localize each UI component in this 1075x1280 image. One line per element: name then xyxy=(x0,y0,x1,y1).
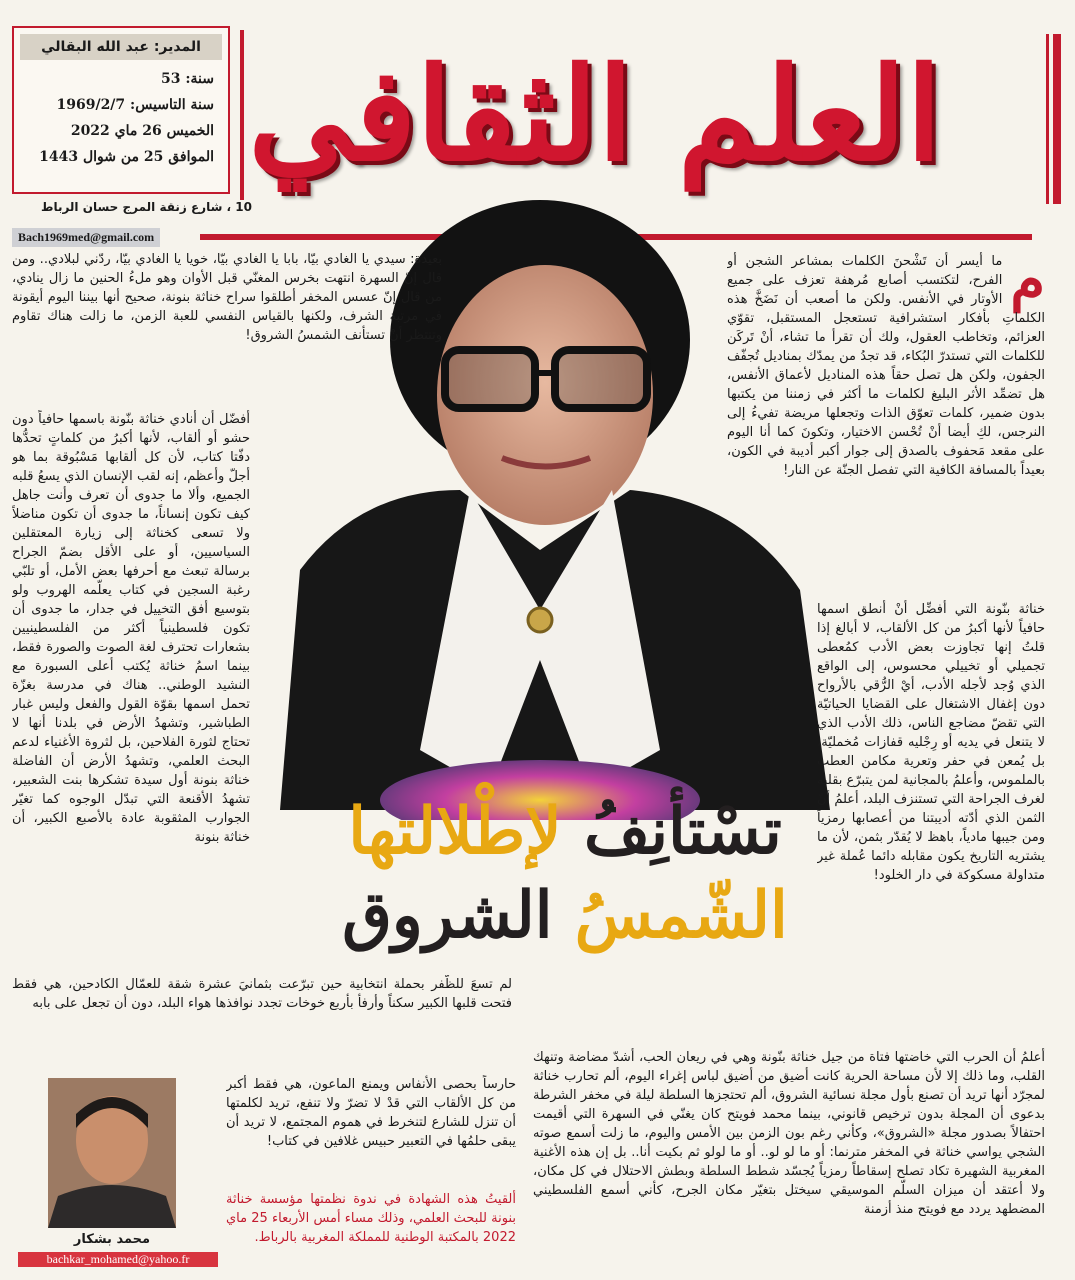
author-avatar-illustration xyxy=(48,1078,176,1228)
article-paragraph: أفضّل أن أنادي خناثة بنّونة باسمها حافياً دون حشو أو ألقاب، لأنها أكبرُ من كلماتٍ تحدُّها دفّتا كتاب، لأن كل ألقابها مَسْبُوقة بما هو أجلّ وأعظم، إنه لقب الإنسان الذي يسعُ قلبه الجميع، وألا ما جدوى أن تعرف وأنت جاهل كيف تكون إنساناً، ما جدوى أن تكون مناضلاً ولا تسعى كخناثة إلى زيارة المعتقلين السياسيين، أو على الأقل بضمّ الجراح برسالة تبعث مع أحرفها بعض الأمل، أو تلبّي رغبة السجين في كتاب يعلّمه الهروب ولو بتوسيع أفق التخييل في جدار، ما جدوى أن تكون فلسطينياً أكثر من الفلسطينيين بشعارات تحترف لغة الصوت والصورة فقط، بينما اسمُ خناثة يُكتب أعلى السبورة مع النشيد الوطني.. هناك في مدرسة بغزّة تحمل اسمها بقوّة القول والفعل وليس غبار الطباشير، وتشهدُ الأرض في بلدنا أنها لا تحتاج لثورة الفلاحين، بل لثروة الأغنياء لدعم البحث العلمي، وتشهدُ الأرض أن الفاضلة خناثة بنونة أول سيدة تشكرها بنت الشعبير، تشهدُ الأقنعة التي تبدّل الوجوه كما تغيّر الجوارب المثقوبة عادة بالأصبع الكبير، أن خناثة بنونة xyxy=(12,412,250,845)
author-avatar xyxy=(48,1078,176,1228)
article-headline xyxy=(320,790,810,990)
masthead-accent-bar-thin xyxy=(1046,34,1049,204)
event-caption: ألقيتُ هذه الشهادة في ندوة نظمتها مؤسسة خناثة بنونة للبحث العلمي، وذلك مساء أمس الأربعاء 25 ماي 2022 بالمكتبة الوطنية للمملكة المغربية بالرباط. xyxy=(226,1192,516,1245)
headline-line-1 xyxy=(320,790,810,874)
hijri-date: الموافق 25 من شوال 1443 xyxy=(39,149,214,165)
article-paragraph: أعلمُ أن الحرب التي خاضتها فتاة من جيل خناثة بنّونة وهي في ريعان الحب، أشدّ مضاضة وتنهك القلب، وما ذلك إلا لأن مساحة الحرية كانت أضيق من أضيق لباس إغراء اليوم، ألم تحارب خناثة لمجرّد أنها تريد أن تصنع بأول مجلة نسائية الشروق، ألم تحتجزها السلطة ليلة في مخفر الشرطة بدعوى أن المجلة بدون ترخيص قانوني، بينما محمد فويتح كان يغنّي في السهرة التي أقيمت احتفالاً بصدور مجلة «الشروق»، وكأني رغم بون الزمن بين الأمس واليوم، ما زلت أسمع صوته الشجي يواسي خناثة في المخفر مترنما: أو ما لو لو.. أو ما لولو ثم بكيت أنا.. بل إن هذه الأغنية المغربية الشهيرة تكاد تصلح إسقاطاً رمزياً يُجسّد شطط السلطة وبطش الاحتلال في كل مكان، ولا أعتقد أن ميزان السلّم الموسيقي سيختل بتغيّر مكان الجرح، كأني أسمع الفلسطيني المضطهد يردد مع فويتح منذ أزمنة xyxy=(533,1050,1045,1217)
author-email[interactable]: bachkar_mohamed@yahoo.fr xyxy=(18,1252,218,1267)
headline-word: الشروق xyxy=(342,878,553,953)
contact-email: Bach1969med@gmail.com xyxy=(12,228,160,247)
issue-year: سنة: 53 xyxy=(161,71,214,87)
director-line: المدير: عبد الله البقالي xyxy=(20,34,222,60)
headline-line-2 xyxy=(320,874,810,958)
article-column-left-top xyxy=(12,250,442,400)
article-paragraph: بعيدة: سيدي يا الغادي بيّا، بابا يا الغادي بيّا، خويا يا الغادي بيّا، ردّني لبلادي.. ومن قال إنّ السهرة انتهت بخرس المغنّي قبل الأوان وهو ملءُ الحنين ما زال ينادي، من قال إنّ عسس المخفر أطلقوا سراح خناثة بنونة، صحيح أنها بيننا اليوم أيقونة في مرتبة الشرف، ولكنها بالقياس النفسي للعبة الزمن، ما زالت هناك تقاوم وتنتظر أنْ تستأنف الشمسُ الشروق! xyxy=(12,252,442,343)
article-column-right-middle xyxy=(817,600,1045,1040)
article-paragraph: حارساً بحصى الأنفاس ويمنع الماعون، هي فقط أكبر من كل الألقاب التي قدْ لا تضرّ ولا تنفع، تريد لكلمتها أن تنزل للشارع لتنخرط في هموم المجتمع، لا تريد أن يبقى حلمُها في التعبير حبيس غلافين في كتاب! xyxy=(226,1077,516,1149)
issue-date: الخميس 26 ماي 2022 xyxy=(70,123,214,139)
newspaper-title: العلم الثقافي xyxy=(248,40,942,190)
address-line: 10 ، شارع زنقة المرج حسان الرباط xyxy=(40,200,252,214)
headline-word: تسْتأنِفُ xyxy=(583,794,782,869)
headline-word: لإطْلالتها xyxy=(348,794,562,869)
article-paragraph: لم تسعَ للظّفر بحملة انتخابية حين تبرّعت بثمانيَ عشرة شقة للعمّال الكادحين، هي فقط فتحت قلبها الكبير سكناً وأرفأ بأربع خوخات تجدد نوافذها هواء البلد، دون أن تجعل على بابه xyxy=(12,977,512,1011)
article-column-bottom-right xyxy=(533,1048,1045,1272)
issue-info-box xyxy=(12,26,230,194)
article-paragraph: ما أيسر أن تَشْحنَ الكلمات بمشاعر الشجن أو الفرح، لتكتسب أصابع مُرهفة تعزف على جميع الأوتار في الأنفس. ولكن ما أصعب أن نَضَخَّ هذه الكلماتِ بأفكار استشرافية تستعجل المستقبل، تقوّي العزائم، وتخاطب العقول، ولك أن تقرأ ما تشاء، أنْ تَركَن للكلمات التي تستدرّ البُكاء، قد تجدُ من يمدّك بمناديل تُجفّف الجفون، ولكن هل تصل حقاً هذه المناديل لأعماق الأنفس، هل تضمِّد الأثر البليغ لكلمات ما أكثر في زمننا من يكتبها بدون ضمير، كلمات تعوّق الذات وتجعلها مريضة تفيءُ إلى النرجس، لكِ أيضا أنْ تُحْسن الاختيار، وتكونَ كما أنا اليوم على مقعد مَحفوف بالصدق إلى جوار أكبر أديبة في الكون، بعيداً بالمسافة الكافية التي تفصل الجنّة عن النار! xyxy=(727,254,1045,478)
headline-word: الشّمسُ xyxy=(574,878,788,953)
founded-date: سنة التاسيس: 1969/2/7 xyxy=(56,97,214,113)
masthead-accent-bar xyxy=(1053,34,1061,204)
drop-cap: م xyxy=(1010,252,1045,313)
article-column-left-middle xyxy=(12,410,250,970)
article-paragraph: خناثة بنّونة التي أفضِّل أنْ أنطق اسمها حافياً لأنها أكبرُ من كل الألقاب، لا أبالغ إذا قلتُ إنها تجاوزت بعض الأدب كمُعطى تجميلي أو تخييلي محسوس، إلى الواقع الذي وُجد لأجله الأدب، أيْ الرُّقي بالأرواح دون إغفال الاشتغال على القضايا الحياتيّة التي تقضّ مضاجع الناس، ذلك الأدب الذي لا يتنعل في يديه أو رِجْليه قفازات مُخمليّة، بل يُمعن في حفر وتعرية مكامن العطب بالملموس، وأعلمُ بالمجانية لمن يتبرّع بقلبه لغرف الجراحة التي تستنزف البلد، أعلمُ أنّ الثمن الذي أدّته أديبتنا من أعصابها رمزياً ومن جيبها مادياً، باهظ لا يُقدّر بثمن، لأن ما يشتريه التاريخ يكون مقابله دائما عُملة غير متداولة مسكوكة في دار الخلود! xyxy=(817,602,1045,883)
article-column-right-top xyxy=(727,252,1045,582)
author-name: محمد بشكار xyxy=(73,1232,151,1247)
article-column-left-bottom xyxy=(226,1075,516,1185)
